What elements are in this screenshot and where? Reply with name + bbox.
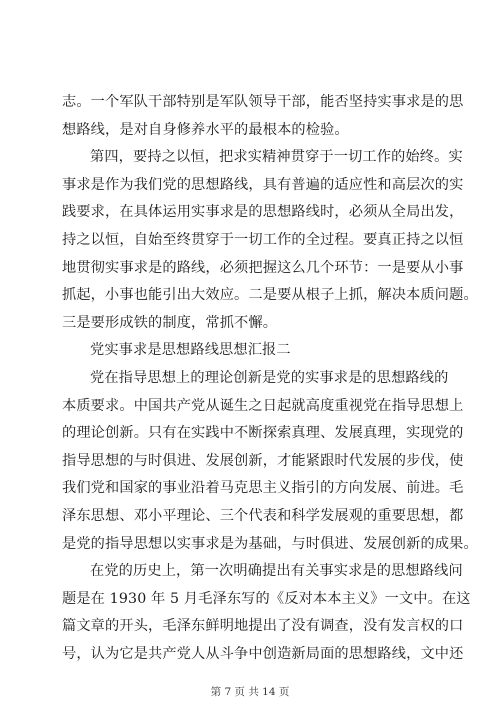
paragraph-line: 泽东思想、邓小平理论、三个代表和科学发展观的重要思想，都 — [62, 508, 464, 524]
paragraph-line: 持之以恒，自始至终贯穿于一切工作的全过程。要真正持之以恒 — [62, 232, 464, 248]
paragraph-line: 践要求，在具体运用实事求是的思想路线时，必须从全局出发， — [62, 204, 464, 221]
paragraph-line: 篇文章的开头，毛泽东鲜明地提出了没有调查，没有发言权的口 — [62, 618, 464, 635]
paragraph-line: 我们党和国家的事业沿着马克思主义指引的方向发展、前进。毛 — [62, 480, 464, 497]
paragraph-line: 事求是作为我们党的思想路线，具有普遍的适应性和高层次的实 — [62, 176, 464, 193]
paragraph-line: 是党的指导思想以实事求是为基础，与时俱进、发展创新的成果。 — [62, 535, 478, 552]
paragraph-line: 想路线，是对自身修养水平的最根本的检验。 — [62, 121, 349, 138]
paragraph-line: 的理论创新。只有在实践中不断探索真理、发展真理，实现党的 — [62, 425, 464, 442]
paragraph-line: 在党的历史上，第一次明确提出有关事实求是的思想路线问 — [90, 563, 463, 580]
paragraph-line: 志。一个军队干部特别是军队领导干部，能否坚持实事求是的思 — [62, 94, 464, 110]
section-heading: 党实事求是思想路线思想汇报二 — [90, 342, 291, 359]
page-indicator: 第 7 页 共 14 页 — [210, 686, 290, 698]
paragraph-line: 题是在 1930 年 5 月毛泽东写的《反对本本主义》一文中。在这 — [62, 590, 471, 607]
paragraph-line: 号，认为它是共产党人从斗争中创造新局面的思想路线，文中还 — [62, 646, 464, 662]
paragraph-line: 党在指导思想上的理论创新是党的实事求是的思想路线的 — [90, 370, 449, 386]
paragraph-line: 本质要求。中国共产党从诞生之日起就高度重视党在指导思想上 — [62, 397, 464, 414]
paragraph-line: 地贯彻实事求是的路线，必须把握这么几个环节：一是要从小事 — [62, 259, 464, 276]
paragraph-line: 第四，要持之以恒，把求实精神贯穿于一切工作的始终。实 — [90, 149, 463, 166]
paragraph-line: 三是要形成铁的制度，常抓不懈。 — [62, 314, 278, 331]
paragraph-line: 指导思想的与时俱进、发展创新，才能紧跟时代发展的步伐，使 — [62, 452, 464, 469]
paragraph-line: 抓起，小事也能引出大效应。二是要从根子上抓，解决本质问题。 — [62, 287, 478, 304]
